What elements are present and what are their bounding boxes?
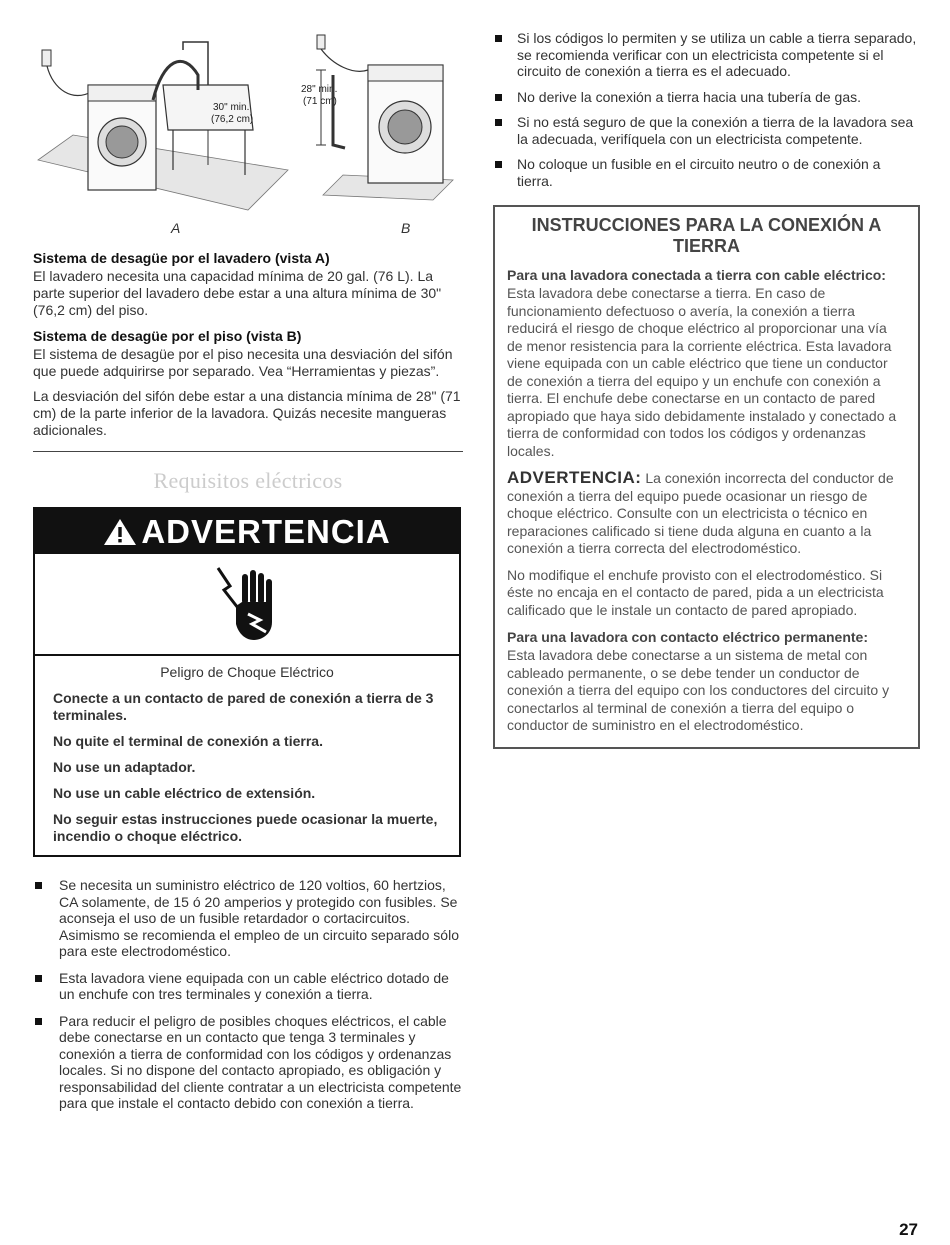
warning-title: ADVERTENCIA <box>141 512 391 550</box>
grounding-subhead-permanent: Para una lavadora con contacto eléctrico permanente: <box>507 629 869 645</box>
dim-a-line1: 30" min. <box>213 102 250 113</box>
electric-shock-hand-icon <box>212 564 282 644</box>
figure-label-a: A <box>171 220 181 236</box>
warning-line-1: Conecte a un contacto de pared de conexión a tierra de 3 terminales. <box>53 690 434 723</box>
list-item: Se necesita un suministro eléctrico de 120 voltios, 60 hertzios, CA solamente, de 15 ó 20 amperios y protegido con fusibles. Se aconseja el uso de un fusible retardador o cortacircuitos. Asimismo se recomienda el empleo de un circuito separado sólo para este electrodoméstico. <box>33 877 463 960</box>
grounding-subhead-cord: Para una lavadora conectada a tierra con cable eléctrico: <box>507 267 886 283</box>
grounding-paragraph-3: Esta lavadora debe conectarse a un sistema de metal con cableado permanente, o se debe tender un conductor de conexión a tierra del equipo con los conductores del circuito y conectarlos al terminal de conexión a tierra del equipo o conductor de suministro en el electrodoméstico. <box>507 647 890 733</box>
dim-a-line2: (76,2 cm) <box>211 114 254 125</box>
floor-a <box>38 135 288 210</box>
grounding-warning-label: ADVERTENCIA: <box>507 468 642 487</box>
dim-b-line1: 28" min. <box>301 84 338 95</box>
shock-hazard-icon-area <box>35 554 459 656</box>
grounding-paragraph-2: No modifique el enchufe provisto con el electrodoméstico. Si éste no encaja en el contacto de pared, pida a un electricista calificado que le instale un contacto de pared apropiado. <box>507 566 884 618</box>
washer-drain-illustration <box>33 30 463 220</box>
floor-drain-text-1: El sistema de desagüe por el piso necesita una desviación del sifón que puede adquirirse por separado. Vea “Herramientas y piezas”. <box>33 346 453 379</box>
grounding-warning-paragraph <box>507 469 906 558</box>
electrical-requirements-title: Requisitos eléctricos <box>153 468 343 493</box>
figure-label-b: B <box>401 220 411 236</box>
grounding-paragraph-1: Esta lavadora debe conectarse a tierra. En caso de funcionamiento defectuoso o avería, la conexión a tierra reducirá el riesgo de choque eléctrico al proporcionar una vía de menor resistencia para la corriente eléctrica. Esta lavadora viene equipada con un cable eléctrico que tiene un conductor de conexión a tierra del equipo y un enchufe con conexión a tierra. El enchufe debe conectarse en un contacto de pared apropiado que haya sido debidamente instalado y conectado a tierra de conformidad con todos los códigos y ordenanzas locales. <box>507 285 897 459</box>
list-item: Para reducir el peligro de posibles choques eléctricos, el cable debe conectarse en un contacto que tenga 3 terminales y conexión a tierra de conformidad con los códigos y ordenanzas locales. Si no dispone del contacto apropiado, es obligación y responsabilidad del cliente contratar a un electricista competente para que instale el contacto debido con conexión a tierra. <box>33 1013 463 1112</box>
floor-drain-text-2: La desviación del sifón debe estar a una distancia mínima de 28" (71 cm) de la parte inferior de la lavadora. Quizás necesite mangueras adicionales. <box>33 388 461 438</box>
warning-box <box>33 507 461 857</box>
warning-line-3: No use un adaptador. <box>53 759 196 775</box>
laundry-tub-drain-title: Sistema de desagüe por el lavadero (vista A) <box>33 250 330 266</box>
floor-drain-title: Sistema de desagüe por el piso (vista B) <box>33 328 302 344</box>
warning-line-2: No quite el terminal de conexión a tierra. <box>53 733 323 749</box>
warning-line-5: No seguir estas instrucciones puede ocasionar la muerte, incendio o choque eléctrico. <box>53 811 438 844</box>
electrical-bullets-left <box>33 877 463 1112</box>
list-item: Si no está seguro de que la conexión a tierra de la lavadora sea la adecuada, verifíquela con un electricista competente. <box>493 114 920 147</box>
grounding-warning-text: La conexión incorrecta del conductor de conexión a tierra del equipo puede ocasionar un riesgo de choque eléctrico. Consulte con un electricista o técnico en reparaciones calificado si tiene duda alguna en cuanto a la conexión a tierra correcta del electrodoméstico. <box>507 470 894 556</box>
grounding-instructions-box <box>493 205 920 749</box>
warning-header <box>35 509 459 554</box>
warning-subtitle: Peligro de Choque Eléctrico <box>160 664 334 680</box>
list-item: No derive la conexión a tierra hacia una tubería de gas. <box>493 89 920 106</box>
list-item: No coloque un fusible en el circuito neutro o de conexión a tierra. <box>493 156 920 189</box>
warning-body <box>35 656 459 855</box>
power-cord-a <box>47 66 91 96</box>
right-column <box>493 30 920 749</box>
list-item: Si los códigos lo permiten y se utiliza un cable a tierra separado, se recomienda verificar con un electricista competente si el circuito de conexión a tierra es el adecuado. <box>493 30 920 80</box>
page-number: 27 <box>899 1220 918 1239</box>
laundry-tub-drain-text: El lavadero necesita una capacidad mínima de 20 gal. (76 L). La parte superior del lavadero debe estar a una altura mínima de 30" (76,2 cm) del piso. <box>33 268 442 318</box>
electrical-bullets-right <box>493 30 920 189</box>
outlet-a-icon <box>42 50 51 66</box>
section-divider <box>33 451 463 452</box>
warning-triangle-icon <box>103 517 137 547</box>
left-column <box>33 30 463 1122</box>
warning-line-4: No use un cable eléctrico de extensión. <box>53 785 316 801</box>
dim-b-line2: (71 cm) <box>303 96 337 107</box>
list-item: Esta lavadora viene equipada con un cable eléctrico dotado de un enchufe con tres terminales y conexión a tierra. <box>33 970 463 1003</box>
outlet-b-icon <box>317 35 325 49</box>
grounding-title: INSTRUCCIONES PARA LA CONEXIÓN A TIERRA <box>531 215 882 256</box>
drain-installation-figure <box>33 30 463 235</box>
